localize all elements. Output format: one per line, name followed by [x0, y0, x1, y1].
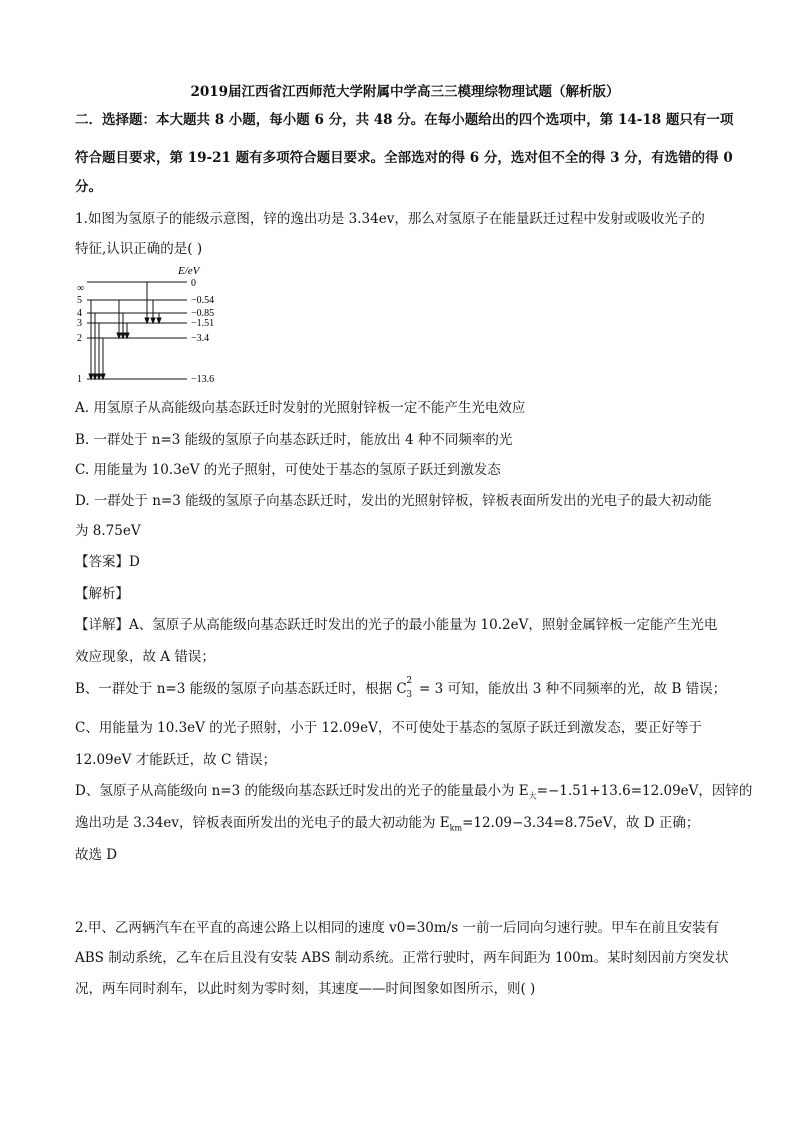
q1-option-d-line-1: D. 一群处于 n=3 能级的氢原子向基态跃迁时，发出的光照射锌板，锌板表面所发出的光电子的最大初动能	[75, 493, 712, 509]
q1-option-c: C. 用能量为 10.3eV 的光子照射，可使处于基态的氢原子跃迁到激发态	[75, 462, 501, 478]
q1-option-d-line-2: 为 8.75eV	[75, 523, 141, 539]
q1-option-a: A. 用氢原子从高能级向基态跃迁时发射的光照射锌板一定不能产生光电效应	[75, 400, 526, 416]
section-instruction-line-1: 二．选择题：本大题共 8 小题，每小题 6 分，共 48 分。在每小题给出的四个选项中，第 14-18 题只有一项	[75, 112, 734, 128]
q2-stem-line-3: 况，两车同时刹车，以此时刻为零时刻，其速度——时间图象如图所示，则( )	[75, 981, 536, 997]
level-energy-4: −0.85	[191, 308, 215, 319]
section-instruction-line-2: 符合题目要求，第 19-21 题有多项符合题目要求。全部选对的得 6 分，选对但不全的得 3 分，有选错的得 0	[75, 150, 733, 166]
q1-conclusion: 故选 D	[75, 847, 118, 863]
level-n-2: 2	[77, 333, 82, 344]
level-energy-1: −13.6	[191, 374, 215, 385]
energy-subscript: 大	[528, 791, 537, 801]
level-energy-3: −1.51	[191, 318, 215, 329]
q1-detail-c-line-2: 12.09eV 才能跃迁，故 C 错误；	[75, 752, 277, 768]
q1-detail-d-line-1-text: D、氢原子从高能级向 n=3 的能级向基态跃迁时发出的光子的能量最小为 E	[75, 783, 529, 799]
q1-detail-b-suffix: 可知，能放出 3 种不同频率的光，故 B 错误；	[443, 681, 727, 697]
q1-analysis-heading: 【解析】	[75, 586, 129, 602]
combination-superscript: 2	[406, 676, 413, 686]
q2-stem-line-2: ABS 制动系统，乙车在后且没有安装 ABS 制动系统。正常行驶时，两车间距为 100m。某时刻因前方突发状	[75, 950, 729, 966]
section-instruction-line-3: 分。	[75, 179, 102, 195]
q1-stem-line-1: 1.如图为氢原子的能级示意图，锌的逸出功是 3.34ev，那么对氢原子在能量跃迁过程中发射或吸收光子的	[75, 211, 705, 227]
q1-detail-c-line-1: C、用能量为 10.3eV 的光子照射，小于 12.09eV，不可使处于基态的氢原子跃迁到激发态，要正好等于	[75, 720, 702, 736]
transition-arrows	[89, 282, 161, 379]
q1-option-b: B. 一群处于 n=3 能级的氢原子向基态跃迁时，能放出 4 种不同频率的光	[75, 432, 513, 448]
q2-stem-line-1: 2.甲、乙两辆汽车在平直的高速公路上以相同的速度 v0=30m/s 一前一后同向匀速行驶。甲车在前且安装有	[75, 920, 719, 936]
diagram-axis-label: E/eV	[178, 265, 200, 277]
q1-detail-d-line-1-post: =−1.51+13.6=12.09eV，因锌的	[536, 783, 753, 799]
combination-symbol: C	[396, 681, 407, 697]
q1-detail-b-prefix: B、一群处于 n=3 能级的氢原子向基态跃迁时，根据	[75, 681, 397, 697]
level-n-3: 3	[77, 318, 82, 329]
level-n-5: 5	[77, 295, 82, 306]
q1-detail-a-line-1: 【详解】A、氢原子从高能级向基态跃迁时发出的光子的最小能量为 10.2eV，照射金属锌板一定能产生光电	[75, 617, 718, 633]
q1-detail-d-line-2-text: 逸出功是 3.34ev，锌板表面所发出的光电子的最大初动能为 E	[75, 815, 450, 831]
energy-level-diagram	[75, 262, 235, 387]
level-energy-inf: 0	[191, 278, 196, 289]
level-n-inf: ∞	[77, 283, 85, 294]
combination-subscript: 3	[406, 690, 413, 700]
combination-result: = 3	[414, 681, 444, 697]
paper-title: 2019届江西省江西师范大学附属中学高三三模理综物理试题（解析版）	[190, 84, 620, 100]
q1-detail-d-line-2	[75, 811, 699, 833]
q1-detail-d-line-2-post: =12.09−3.34=8.75eV，故 D 正确；	[462, 815, 700, 831]
kinetic-energy-subscript: km	[449, 823, 463, 833]
q1-answer: 【答案】D	[75, 554, 140, 570]
q1-detail-b	[75, 676, 727, 700]
q1-stem-line-2: 特征,认识正确的是( )	[75, 241, 203, 257]
q1-detail-a-line-2: 效应现象，故 A 错误；	[75, 649, 215, 665]
level-n-1: 1	[77, 374, 82, 385]
combination-formula	[396, 676, 444, 700]
q1-detail-d-line-1	[75, 779, 752, 802]
level-n-4: 4	[77, 308, 82, 319]
level-energy-5: −0.54	[191, 295, 215, 306]
level-energy-2: −3.4	[191, 333, 210, 344]
